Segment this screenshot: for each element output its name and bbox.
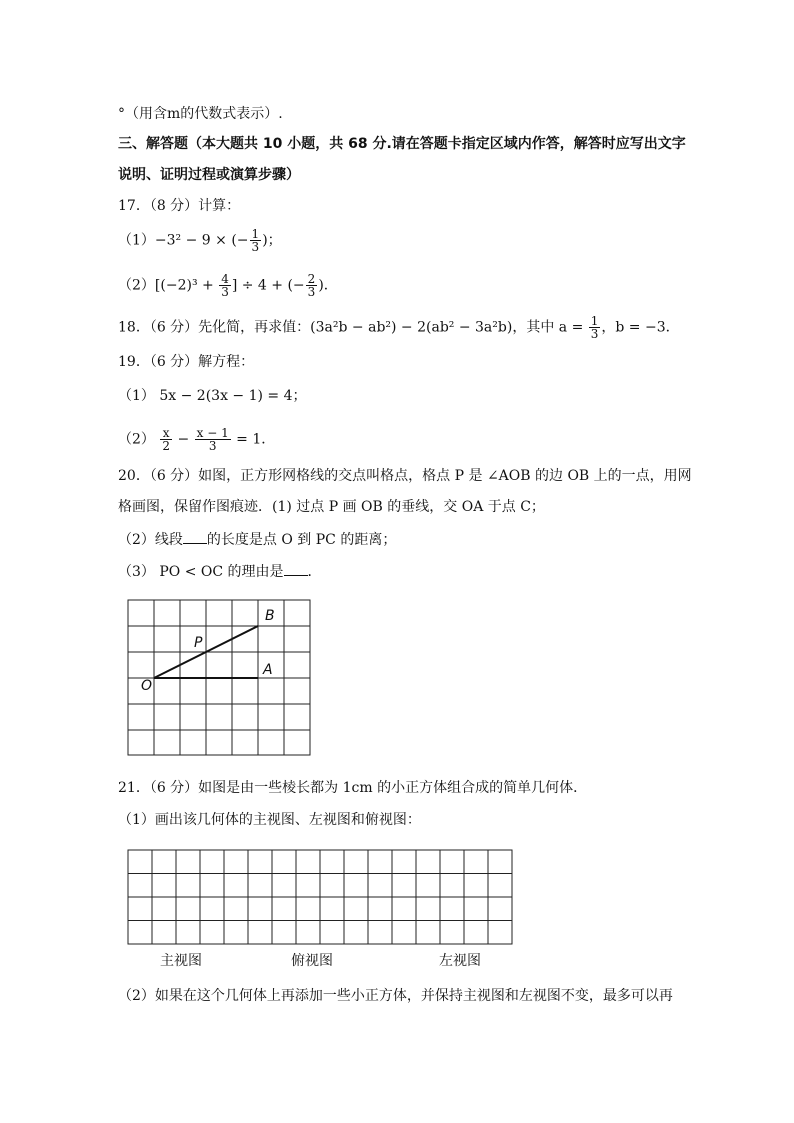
q19-part2 xyxy=(118,427,275,452)
q19-part2-prefix: （2） xyxy=(118,431,160,448)
q18-den: 3 xyxy=(590,327,599,341)
q20-line1: 20．（6 分）如图，正方形网格线的交点叫格点，格点 P 是 ∠AOB 的边 OB 上的一点，用网 xyxy=(118,468,692,484)
q19-tail: = 1． xyxy=(231,431,276,448)
q20-grid-figure xyxy=(125,598,315,758)
q18-heading: 18．（6 分）先化简，再求值： xyxy=(118,319,311,336)
section3-title-line2: 说明、证明过程或演算步骤） xyxy=(118,167,300,183)
label-P: P xyxy=(194,635,203,651)
q17-part1-prefix: （1） xyxy=(118,232,155,249)
top-line: °（用含m的代数式表示）. xyxy=(118,106,283,122)
q20-line2: 格画图，保留作图痕迹．(1) 过点 P 画 OB 的垂线，交 OA 于点 C； xyxy=(118,499,545,515)
q20-line4-start: （3） PO < OC 的理由是 xyxy=(118,564,284,580)
q18-fraction xyxy=(589,315,601,340)
q19-den1: 2 xyxy=(162,439,170,453)
label-O: O xyxy=(141,678,153,694)
q17-heading: 17．（8 分）计算： xyxy=(118,198,241,214)
q18 xyxy=(118,315,680,340)
q17-part2-fraction2 xyxy=(306,273,318,298)
q18-tail: ，b = −3． xyxy=(601,319,680,336)
section3-title-line1: 三、解答题（本大题共 10 小题，共 68 分.请在答题卡指定区域内作答，解答时应写出文字 xyxy=(118,136,686,152)
q17-part1-fraction xyxy=(250,228,262,253)
q20-line3 xyxy=(118,529,396,550)
q17-part2-den1: 3 xyxy=(221,285,229,299)
q19-den2: 3 xyxy=(208,439,217,453)
q20-line4 xyxy=(118,561,322,582)
q17-part2-fraction1 xyxy=(219,273,231,298)
label-B: B xyxy=(265,608,275,624)
q17-part2-tail: )． xyxy=(318,277,338,294)
q17-part1-tail: )； xyxy=(262,232,282,249)
q19-num2: x − 1 xyxy=(196,426,229,440)
q17-part1 xyxy=(118,228,282,253)
q18-num: 1 xyxy=(590,314,599,328)
q19-fraction1 xyxy=(160,427,172,452)
label-top-view: 俯视图 xyxy=(291,953,333,969)
q20-line3-end: 的长度是点 O 到 PC 的距离； xyxy=(206,532,397,548)
label-front-view: 主视图 xyxy=(160,953,202,969)
q20-line4-end: ． xyxy=(307,564,322,580)
q21-line1: 21．（6 分）如图是由一些棱长都为 1cm 的小正方体组合成的简单几何体． xyxy=(118,780,588,796)
q17-part2-den2: 3 xyxy=(307,285,316,299)
q20-blank-segment[interactable] xyxy=(183,529,207,544)
q17-part1-num: 1 xyxy=(251,227,260,241)
q21-grid-lines xyxy=(128,850,512,944)
q20-blank-reason[interactable] xyxy=(284,561,308,576)
q17-part1-expr: −3² − 9 × (− xyxy=(154,232,249,249)
q17-part2-num2: 2 xyxy=(307,272,316,286)
q21-view-grid xyxy=(126,848,516,948)
q21-line2: （1）画出该几何体的主视图、左视图和俯视图： xyxy=(118,812,421,828)
q21-line3: （2）如果在这个几何体上再添加一些小正方体，并保持主视图和左视图不变，最多可以再 xyxy=(118,988,673,1004)
q17-part2-mid: ] ÷ 4 + (− xyxy=(231,277,305,294)
q18-expr: (3a²b − ab²) − 2(ab² − 3a²b)，其中 a = xyxy=(310,319,588,336)
label-left-view: 左视图 xyxy=(439,953,481,969)
q17-part2-num1: 4 xyxy=(221,272,229,286)
q17-part2 xyxy=(118,273,338,298)
q17-part2-expr: [(−2)³ + xyxy=(154,277,219,294)
q19-heading: 19．（6 分）解方程： xyxy=(118,354,255,370)
q19-fraction2 xyxy=(195,427,231,452)
label-A: A xyxy=(263,662,273,678)
q17-part2-prefix: （2） xyxy=(118,277,155,294)
q20-line3-start: （2）线段 xyxy=(118,532,183,548)
q19-part1: （1） 5x − 2(3x − 1) = 4； xyxy=(118,388,307,404)
q19-num1: x xyxy=(160,427,172,440)
q19-minus: − xyxy=(173,431,194,448)
q17-part1-den: 3 xyxy=(251,240,260,254)
